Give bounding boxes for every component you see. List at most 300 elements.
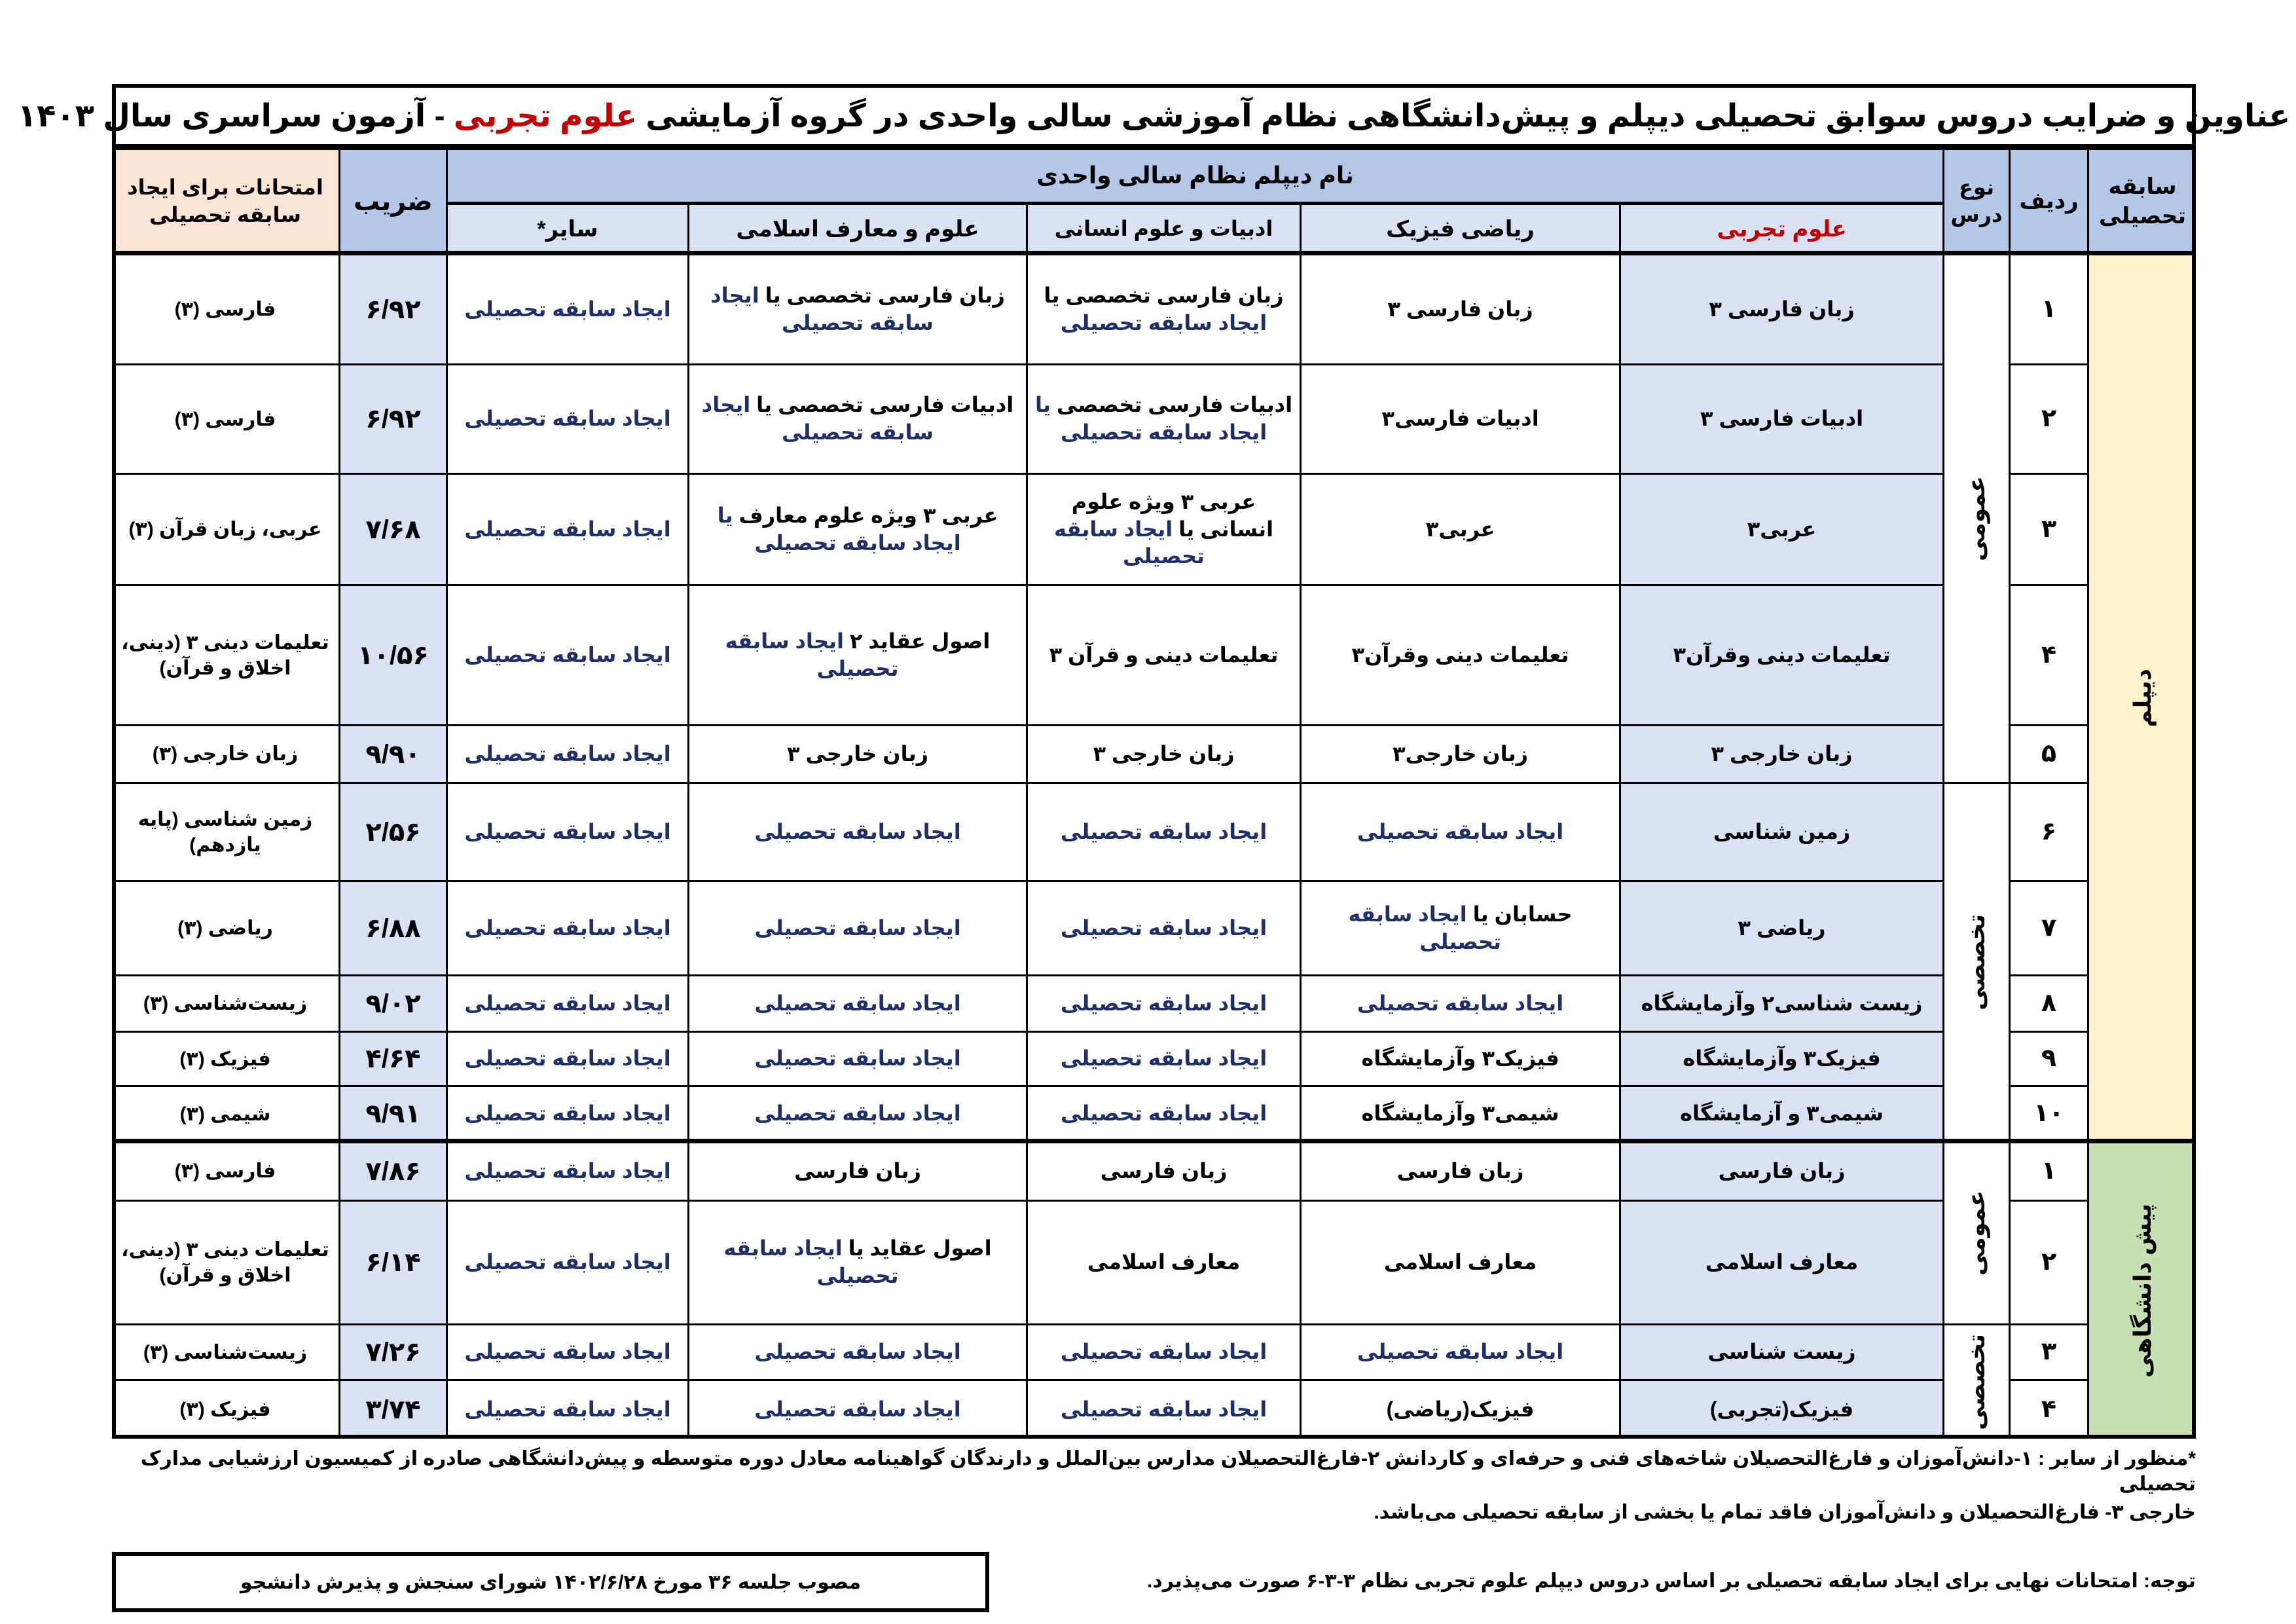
course-name: زبان خارجی ۳ [1711,741,1853,766]
coefficient-cell [338,1031,446,1085]
course-cell [1619,724,1942,782]
course-cell [1619,473,1942,584]
exam-cell [112,1141,338,1200]
course-cell [1619,253,1942,363]
course-cell-content [1641,990,1923,1018]
radif-cell [2009,363,2087,473]
course-cell-content [1387,1396,1535,1424]
course-cell [446,253,687,363]
create-record-text: ایجاد سابقه تحصیلی [1060,1046,1267,1071]
radif-text: ۲ [2041,1248,2057,1276]
radif-text: ۹ [2041,1044,2057,1073]
course-cell-content [1034,489,1293,570]
header-coef-text: ضریب [354,187,433,216]
course-cell-content [1049,642,1279,669]
course-cell [687,363,1026,473]
course-cell-content [754,1100,960,1128]
header-diploma-group-text: نام دیپلم نظام سالی واحدی [1036,161,1354,189]
create-record-text: ایجاد سابقه تحصیلی [464,819,671,843]
course-cell [1300,1085,1619,1141]
exam-cell [112,782,338,880]
course-cell-content [1713,819,1850,846]
course-cell-content [1357,819,1563,846]
radif-cell [2009,253,2087,363]
exam-text: تعلیمات دینی ۳ (دینی، اخلاق و قرآن) [121,1239,329,1286]
radif-cell [2009,724,2087,782]
course-cell [1300,1379,1619,1438]
course-cell [1026,782,1300,880]
section-label-text: دیپلم [2128,669,2156,728]
create-record-text: ایجاد سابقه تحصیلی [754,1046,961,1071]
course-name: اصول عقاید ۲ [849,629,991,653]
title-highlight: علوم تجربی [453,99,637,134]
course-cell [446,974,687,1031]
coefficient-cell [338,724,446,782]
course-cell-content [1061,1100,1267,1128]
course-cell-content [754,915,960,942]
course-cell-content [1381,405,1539,433]
course-cell [687,584,1026,724]
create-record-text: ایجاد سابقه تحصیلی [1060,1397,1267,1421]
course-cell [1300,1031,1619,1085]
course-cell-content [464,990,670,1018]
create-record-text: ایجاد سابقه تحصیلی [754,1101,961,1126]
course-cell [446,724,687,782]
course-cell [1619,1379,1942,1438]
course-cell [687,1141,1026,1200]
course-cell-content [464,819,670,846]
radif-cell [2009,1379,2087,1438]
course-cell-content [754,1338,960,1366]
header-exams [112,147,338,253]
course-cell-content [464,296,670,323]
course-cell [1619,1031,1942,1085]
course-cell [687,880,1026,974]
course-cell-content [754,1045,960,1073]
exam-text: فیزیک (۳) [179,1399,271,1420]
exam-text: فارسی (۳) [174,408,276,430]
create-record-text: ایجاد سابقه تحصیلی [1348,902,1502,953]
create-record-text: یا ایجاد سابقه تحصیلی [1034,393,1267,444]
course-cell-content [1034,282,1293,337]
coefficient-text: ۷/۲۶ [365,1338,421,1367]
course-cell [1619,584,1942,724]
coefficient-cell [338,584,446,724]
course-cell-content [794,1158,921,1185]
course-name: معارف اسلامی [1383,1250,1537,1274]
exam-cell [112,1323,338,1379]
coefficient-text: ۱۰/۵۶ [357,640,429,670]
coefficient-text: ۶/۱۴ [365,1248,421,1277]
section-divider [112,1139,2196,1143]
create-record-text: ایجاد سابقه تحصیلی [464,915,671,940]
course-cell-content [1384,1249,1537,1276]
course-type-cell [1942,1141,2009,1323]
course-name: زبان خارجی ۳ [787,741,929,766]
header-exams-text: امتحانات برای ایجاد سابقه تحصیلی [127,175,323,227]
course-cell [1026,473,1300,584]
create-record-text: ایجاد سابقه تحصیلی [464,297,671,321]
header-noe-dars-text: نوع درس [1950,175,2003,227]
create-record-text: یا ایجاد سابقه تحصیلی [717,503,961,555]
course-cell [687,724,1026,782]
create-record-text: ایجاد سابقه تحصیلی [464,991,671,1015]
course-cell [1619,1085,1942,1141]
course-cell [446,1141,687,1200]
course-name: تعلیمات دینی وقرآن۳ [1351,642,1569,667]
exam-cell [112,974,338,1031]
course-name: زبان فارسی [794,1158,921,1183]
course-cell-content [754,1396,960,1424]
coefficient-cell [338,782,446,880]
course-cell [687,1323,1026,1379]
course-name: اصول عقاید یا [848,1236,992,1261]
course-name: ادبیات فارسی تخصصی یا [756,393,1014,417]
course-cell-content [1061,1338,1267,1366]
exam-text: فارسی (۳) [174,1160,276,1182]
course-cell [1619,880,1942,974]
course-cell-content [1387,296,1533,323]
radif-text: ۱ [2041,295,2057,323]
create-record-text: ایجاد سابقه تحصیلی [754,1340,961,1364]
course-name: تعلیمات دینی و قرآن ۳ [1049,642,1279,667]
course-cell [1619,363,1942,473]
coefficient-text: ۷/۸۶ [365,1156,421,1186]
course-cell-content [1061,990,1267,1018]
course-cell-content [464,642,670,669]
create-record-text: ایجاد سابقه تحصیلی [1060,1101,1267,1126]
coefficient-cell [338,974,446,1031]
course-name: فیزیک(ریاضی) [1386,1397,1535,1421]
radif-cell [2009,782,2087,880]
radif-cell [2009,584,2087,724]
course-cell [1026,974,1300,1031]
course-cell-content [787,741,928,768]
coefficient-text: ۹/۹۰ [365,739,421,769]
section-label-preuniversity [2087,1141,2196,1438]
radif-text: ۱ [2041,1156,2057,1185]
section-label-diploma [2087,253,2196,1141]
course-cell [1300,1200,1619,1323]
header-col-maaref: علوم و معارف اسلامی [736,216,979,242]
course-cell [446,1323,687,1379]
course-cell-content [464,741,670,768]
coefficient-cell [338,1085,446,1141]
course-cell [1026,724,1300,782]
course-cell [1026,1031,1300,1085]
course-cell-content [1747,516,1817,544]
course-cell-content [1351,642,1569,669]
course-cell [1300,782,1619,880]
coefficient-cell [338,1379,446,1438]
course-cell [687,1200,1026,1323]
page-title [17,84,2291,148]
course-cell [446,1031,687,1085]
course-cell [1619,974,1942,1031]
radif-cell [2009,880,2087,974]
course-type-text: تخصصی [1963,914,1990,1010]
course-cell-content [1397,1158,1524,1185]
course-cell [1619,1323,1942,1379]
course-name: معارف اسلامی [1087,1250,1241,1274]
course-cell [1026,1200,1300,1323]
course-cell-content [1061,1045,1267,1073]
create-record-text: ایجاد سابقه تحصیلی [464,1046,671,1071]
course-cell [1026,880,1300,974]
course-name: زبان فارسی تخصصی یا [1044,283,1284,307]
coefficient-cell [338,1200,446,1323]
exam-cell [112,1085,338,1141]
course-cell [446,1379,687,1438]
exam-text: زیست‌شناسی (۳) [143,1341,308,1363]
create-record-text: ایجاد سابقه تحصیلی [723,1236,899,1287]
course-name: ادبیات فارسی ۳ [1700,407,1864,431]
course-cell-content [1709,296,1854,323]
header-radif-text: ردیف [2019,189,2079,214]
footnote-line-1: *منظور از سایر : ۱-دانش‌آموزان و فارغ‌التحصیلان شاخه‌های فنی و حرفه‌ای و کاردانش ۲-فارغ‌التحصیلان مدارس بین‌الملل و دارندگان گواهینامه معادل دوره متوسطه و پیش‌دانشگاهی صادره از کمیسیون ارزشیابی مدارک تحصیلی [140,1448,2196,1495]
course-cell-content [464,1045,670,1073]
title-text: عناوین و ضرایب دروس سوابق تحصیلی دیپلم و پیش‌دانشگاهی نظام آموزشی سالی واحدی در گروه آزمایشی [646,99,2291,134]
course-name: زبان خارجی۳ [1392,741,1529,766]
course-cell-content [1093,741,1235,768]
radif-cell [2009,1200,2087,1323]
course-name: زیست شناسی۲ وآزمایشگاه [1641,991,1923,1015]
create-record-text: ایجاد سابقه تحصیلی [725,629,899,680]
radif-text: ۸ [2041,989,2057,1017]
exam-cell [112,473,338,584]
course-name: فیزیک(تجربی) [1709,1397,1854,1421]
course-name: شیمی۳ و آزمایشگاه [1680,1101,1884,1126]
footnote-line-2: خارجی ۳- فارغ‌التحصیلان و دانش‌آموزان فاقد تمام یا بخشی از سابقه تحصیلی می‌باشد. [1374,1502,2196,1523]
course-name: زبان فارسی ۳ [1709,297,1855,321]
create-record-text: ایجاد سابقه تحصیلی [1357,1340,1564,1364]
create-record-text: ایجاد سابقه تحصیلی [464,741,671,766]
course-cell-content [464,405,670,433]
course-cell [687,782,1026,880]
course-cell [1300,1141,1619,1200]
create-record-text: ایجاد سابقه تحصیلی [701,393,934,444]
course-cell [446,880,687,974]
coefficient-cell [338,1323,446,1379]
course-cell-content [464,1396,670,1424]
approval-box [112,1552,989,1612]
course-cell-content [1710,1396,1853,1424]
footnote-note: توجه: امتحانات نهایی برای ایجاد سابقه تحصیلی بر اساس دروس دیپلم علوم تجربی نظام ۳-۳-۶ صورت می‌پذیرد. [1146,1570,2196,1592]
course-cell-content [1034,392,1293,446]
course-cell-content [1719,1158,1846,1185]
course-cell [1026,253,1300,363]
course-cell-content [1362,1100,1559,1128]
course-name: حسابان یا [1472,902,1573,926]
course-cell [1300,724,1619,782]
course-name: زبان فارسی [1100,1158,1228,1183]
header-col-maaref-cell [687,202,1026,253]
coefficient-cell [338,473,446,584]
course-cell-content [1087,1249,1240,1276]
course-cell [1619,1141,1942,1200]
create-record-text: ایجاد سابقه تحصیلی [710,283,934,335]
coefficient-text: ۶/۹۲ [365,405,421,434]
create-record-text: ایجاد سابقه تحصیلی [754,1397,961,1421]
exam-cell [112,584,338,724]
course-name: زبان فارسی ۳ [1387,297,1533,321]
course-cell-content [1705,1249,1858,1276]
create-record-text: ایجاد سابقه تحصیلی [1357,991,1564,1015]
create-record-text: ایجاد سابقه تحصیلی [1060,991,1267,1015]
course-cell-content [464,1338,670,1366]
exam-text: فیزیک (۳) [179,1048,271,1070]
course-cell [446,584,687,724]
course-cell [446,473,687,584]
course-cell-content [1061,1396,1267,1424]
create-record-text: ایجاد سابقه تحصیلی [1357,819,1564,843]
coefficient-text: ۶/۸۸ [365,913,421,943]
radif-text: ۱۰ [2033,1099,2064,1128]
course-cell-content [1308,901,1613,955]
course-cell-content [1101,1158,1228,1185]
course-cell-content [464,516,670,544]
create-record-text: ایجاد سابقه تحصیلی [464,407,671,431]
course-cell [687,1085,1026,1141]
approval-text: مصوب جلسه ۳۶ مورخ ۱۴۰۲/۶/۲۸ شورای سنجش و پذیرش دانشجو [240,1571,862,1593]
coefficient-text: ۶/۹۲ [365,295,421,324]
create-record-text: ایجاد سابقه تحصیلی [1060,1340,1267,1364]
course-cell [1300,363,1619,473]
header-noe-dars [1942,147,2009,253]
course-cell [446,363,687,473]
course-cell [687,1031,1026,1085]
radif-cell [2009,1085,2087,1141]
create-record-text: ایجاد سابقه تحصیلی [464,642,671,667]
radif-cell [2009,1141,2087,1200]
exam-cell [112,1200,338,1323]
create-record-text: ایجاد سابقه تحصیلی [464,1101,671,1126]
course-type-text: تخصصی [1963,1333,1990,1430]
header-col-ensani-cell [1026,202,1300,253]
course-cell-content [754,819,960,846]
exam-text: ریاضی (۳) [177,917,273,939]
course-cell-content [464,1158,670,1185]
coefficient-text: ۴/۶۴ [365,1044,421,1073]
coefficient-text: ۷/۶۸ [365,515,421,544]
course-cell [446,1200,687,1323]
course-name: زبان خارجی ۳ [1093,741,1235,766]
course-cell [687,473,1026,584]
exam-cell [112,724,338,782]
course-cell [1026,1323,1300,1379]
course-type-text: عمومی [1963,1190,1990,1276]
exam-text: زبان خارجی (۳) [152,743,299,765]
course-cell [446,1085,687,1141]
radif-cell [2009,1323,2087,1379]
create-record-text: ایجاد سابقه تحصیلی [464,1250,671,1274]
course-cell [1300,253,1619,363]
course-cell-content [1738,915,1825,942]
exam-cell [112,253,338,363]
course-name: زبان فارسی [1718,1158,1846,1183]
course-name: زبان فارسی [1396,1158,1524,1183]
course-cell-content [696,282,1019,337]
course-type-cell [1942,782,2009,1141]
course-type-cell [1942,1323,2009,1438]
course-name: ریاضی ۳ [1738,915,1826,940]
course-cell [1300,974,1619,1031]
course-cell-content [696,502,1019,557]
course-name: عربی ۳ ویژه علوم انسانی یا [1071,490,1274,541]
course-cell [687,974,1026,1031]
radif-text: ۷ [2041,913,2057,942]
radif-cell [2009,974,2087,1031]
course-cell-content [696,392,1019,446]
course-cell-content [1061,819,1267,846]
course-cell-content [1393,741,1528,768]
course-name: معارف اسلامی [1705,1250,1859,1274]
create-record-text: ایجاد سابقه تحصیلی [1060,915,1267,940]
course-name: عربی۳ [1425,517,1495,541]
exam-text: عربی، زبان قرآن (۳) [128,519,322,540]
header-col-ensani: ادبیات و علوم انسانی [1054,217,1273,241]
header-col-sayer-cell [446,202,687,253]
coefficient-text: ۳/۷۴ [365,1395,421,1424]
create-record-text: ایجاد سابقه تحصیلی [754,819,961,843]
exam-cell [112,1031,338,1085]
course-name: تعلیمات دینی وقرآن۳ [1673,642,1891,667]
header-sabegheh [2087,147,2196,253]
coefficient-cell [338,1141,446,1200]
header-col-riazi-cell [1300,202,1619,253]
create-record-text: ایجاد سابقه تحصیلی [1060,310,1267,335]
coefficient-text: ۹/۰۲ [365,989,421,1018]
course-cell [1300,584,1619,724]
exam-text: تعلیمات دینی ۳ (دینی، اخلاق و قرآن) [121,631,329,679]
exam-text: زیست‌شناسی (۳) [143,993,308,1014]
radif-text: ۴ [2041,640,2057,669]
coefficient-cell [338,363,446,473]
course-cell [1300,880,1619,974]
course-cell-content [1707,1338,1855,1366]
radif-text: ۶ [2041,817,2057,845]
course-type-text: عمومی [1963,475,1990,561]
section-label-text: پیش دانشگاهی [2128,1203,2156,1378]
course-cell-content [1680,1100,1884,1128]
create-record-text: ایجاد سابقه تحصیلی [1060,819,1267,843]
course-cell-content [1357,990,1563,1018]
course-name: فیزیک۳ وآزمایشگاه [1683,1046,1881,1071]
radif-text: ۳ [2041,1338,2057,1366]
exam-cell [112,880,338,974]
course-cell-content [1673,642,1890,669]
radif-text: ۳ [2041,515,2057,543]
header-col-sayer: سایر* [537,216,598,242]
course-name: فیزیک۳ وآزمایشگاه [1361,1046,1559,1071]
create-record-text: ایجاد سابقه تحصیلی [754,915,961,940]
exam-text: شیمی (۳) [179,1103,271,1125]
radif-cell [2009,473,2087,584]
course-cell [1619,782,1942,880]
course-name: زیست شناسی [1707,1340,1856,1364]
header-col-tajrobi: علوم تجربی [1717,216,1847,242]
coefficient-text: ۲/۵۶ [365,817,421,847]
course-name: زبان فارسی تخصصی یا [765,283,1005,307]
course-cell-content [696,628,1019,682]
course-cell [1026,1085,1300,1141]
course-cell [1026,1379,1300,1438]
course-name: ادبیات فارسی تخصصی [1056,393,1293,417]
coefficient-cell [338,880,446,974]
course-cell-content [1361,1045,1559,1073]
course-cell-content [464,915,670,942]
course-cell [1026,1141,1300,1200]
